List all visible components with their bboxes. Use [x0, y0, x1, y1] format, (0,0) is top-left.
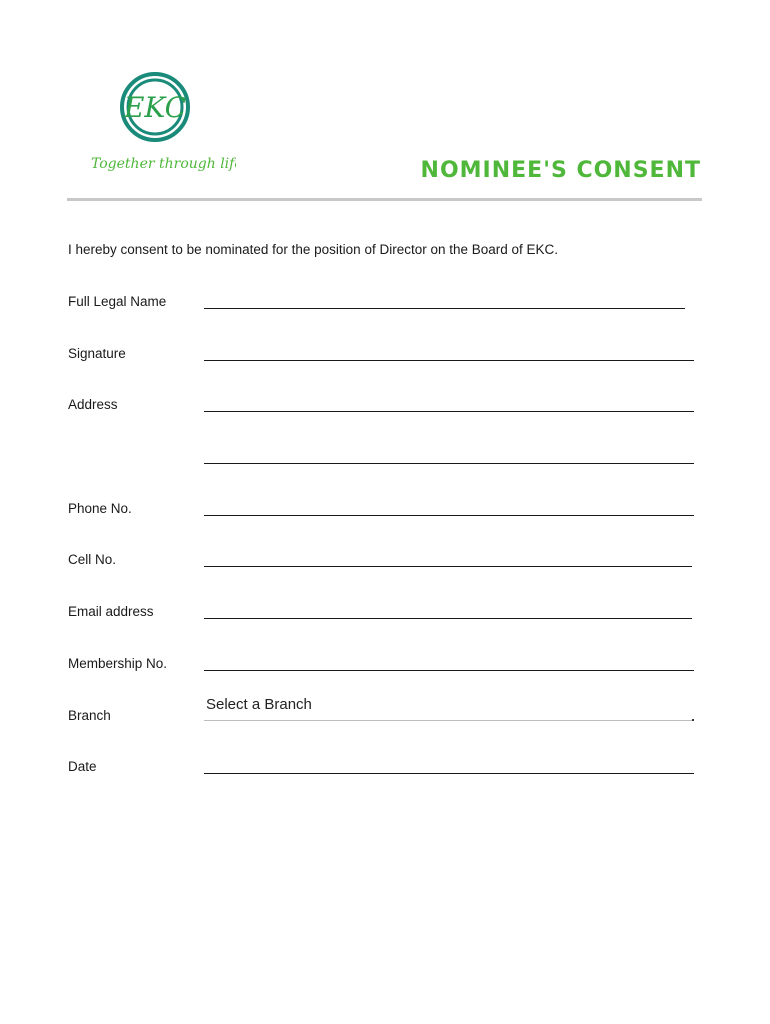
cell-field[interactable]	[204, 566, 692, 567]
logo-monogram: EKC	[123, 91, 187, 124]
signature-label: Signature	[68, 346, 126, 361]
date-label: Date	[68, 759, 97, 774]
cell-label: Cell No.	[68, 552, 117, 567]
ekc-logo	[86, 70, 236, 182]
signature-field[interactable]	[204, 360, 694, 361]
address-label: Address	[68, 397, 118, 412]
header-divider	[67, 198, 702, 201]
full-name-field[interactable]	[204, 308, 685, 309]
branch-select[interactable]	[204, 694, 694, 721]
branch-label: Branch	[68, 708, 111, 723]
email-label: Email address	[68, 604, 154, 619]
address-field-line1[interactable]	[204, 411, 694, 412]
membership-field[interactable]	[204, 670, 694, 671]
brand-tagline: Together through life	[91, 156, 236, 172]
select-marker	[692, 719, 694, 721]
full-name-label: Full Legal Name	[68, 294, 167, 309]
date-field[interactable]	[204, 773, 694, 774]
consent-statement: I hereby consent to be nominated for the position of Director on the Board of EKC.	[68, 242, 559, 257]
branch-select-value: Select a Branch	[206, 696, 312, 713]
phone-label: Phone No.	[68, 501, 132, 516]
membership-label: Membership No.	[68, 656, 168, 671]
form-title: NOMINEE'S CONSENT	[420, 158, 701, 183]
email-field[interactable]	[204, 618, 692, 619]
phone-field[interactable]	[204, 515, 694, 516]
address-field-line2[interactable]	[204, 463, 694, 464]
